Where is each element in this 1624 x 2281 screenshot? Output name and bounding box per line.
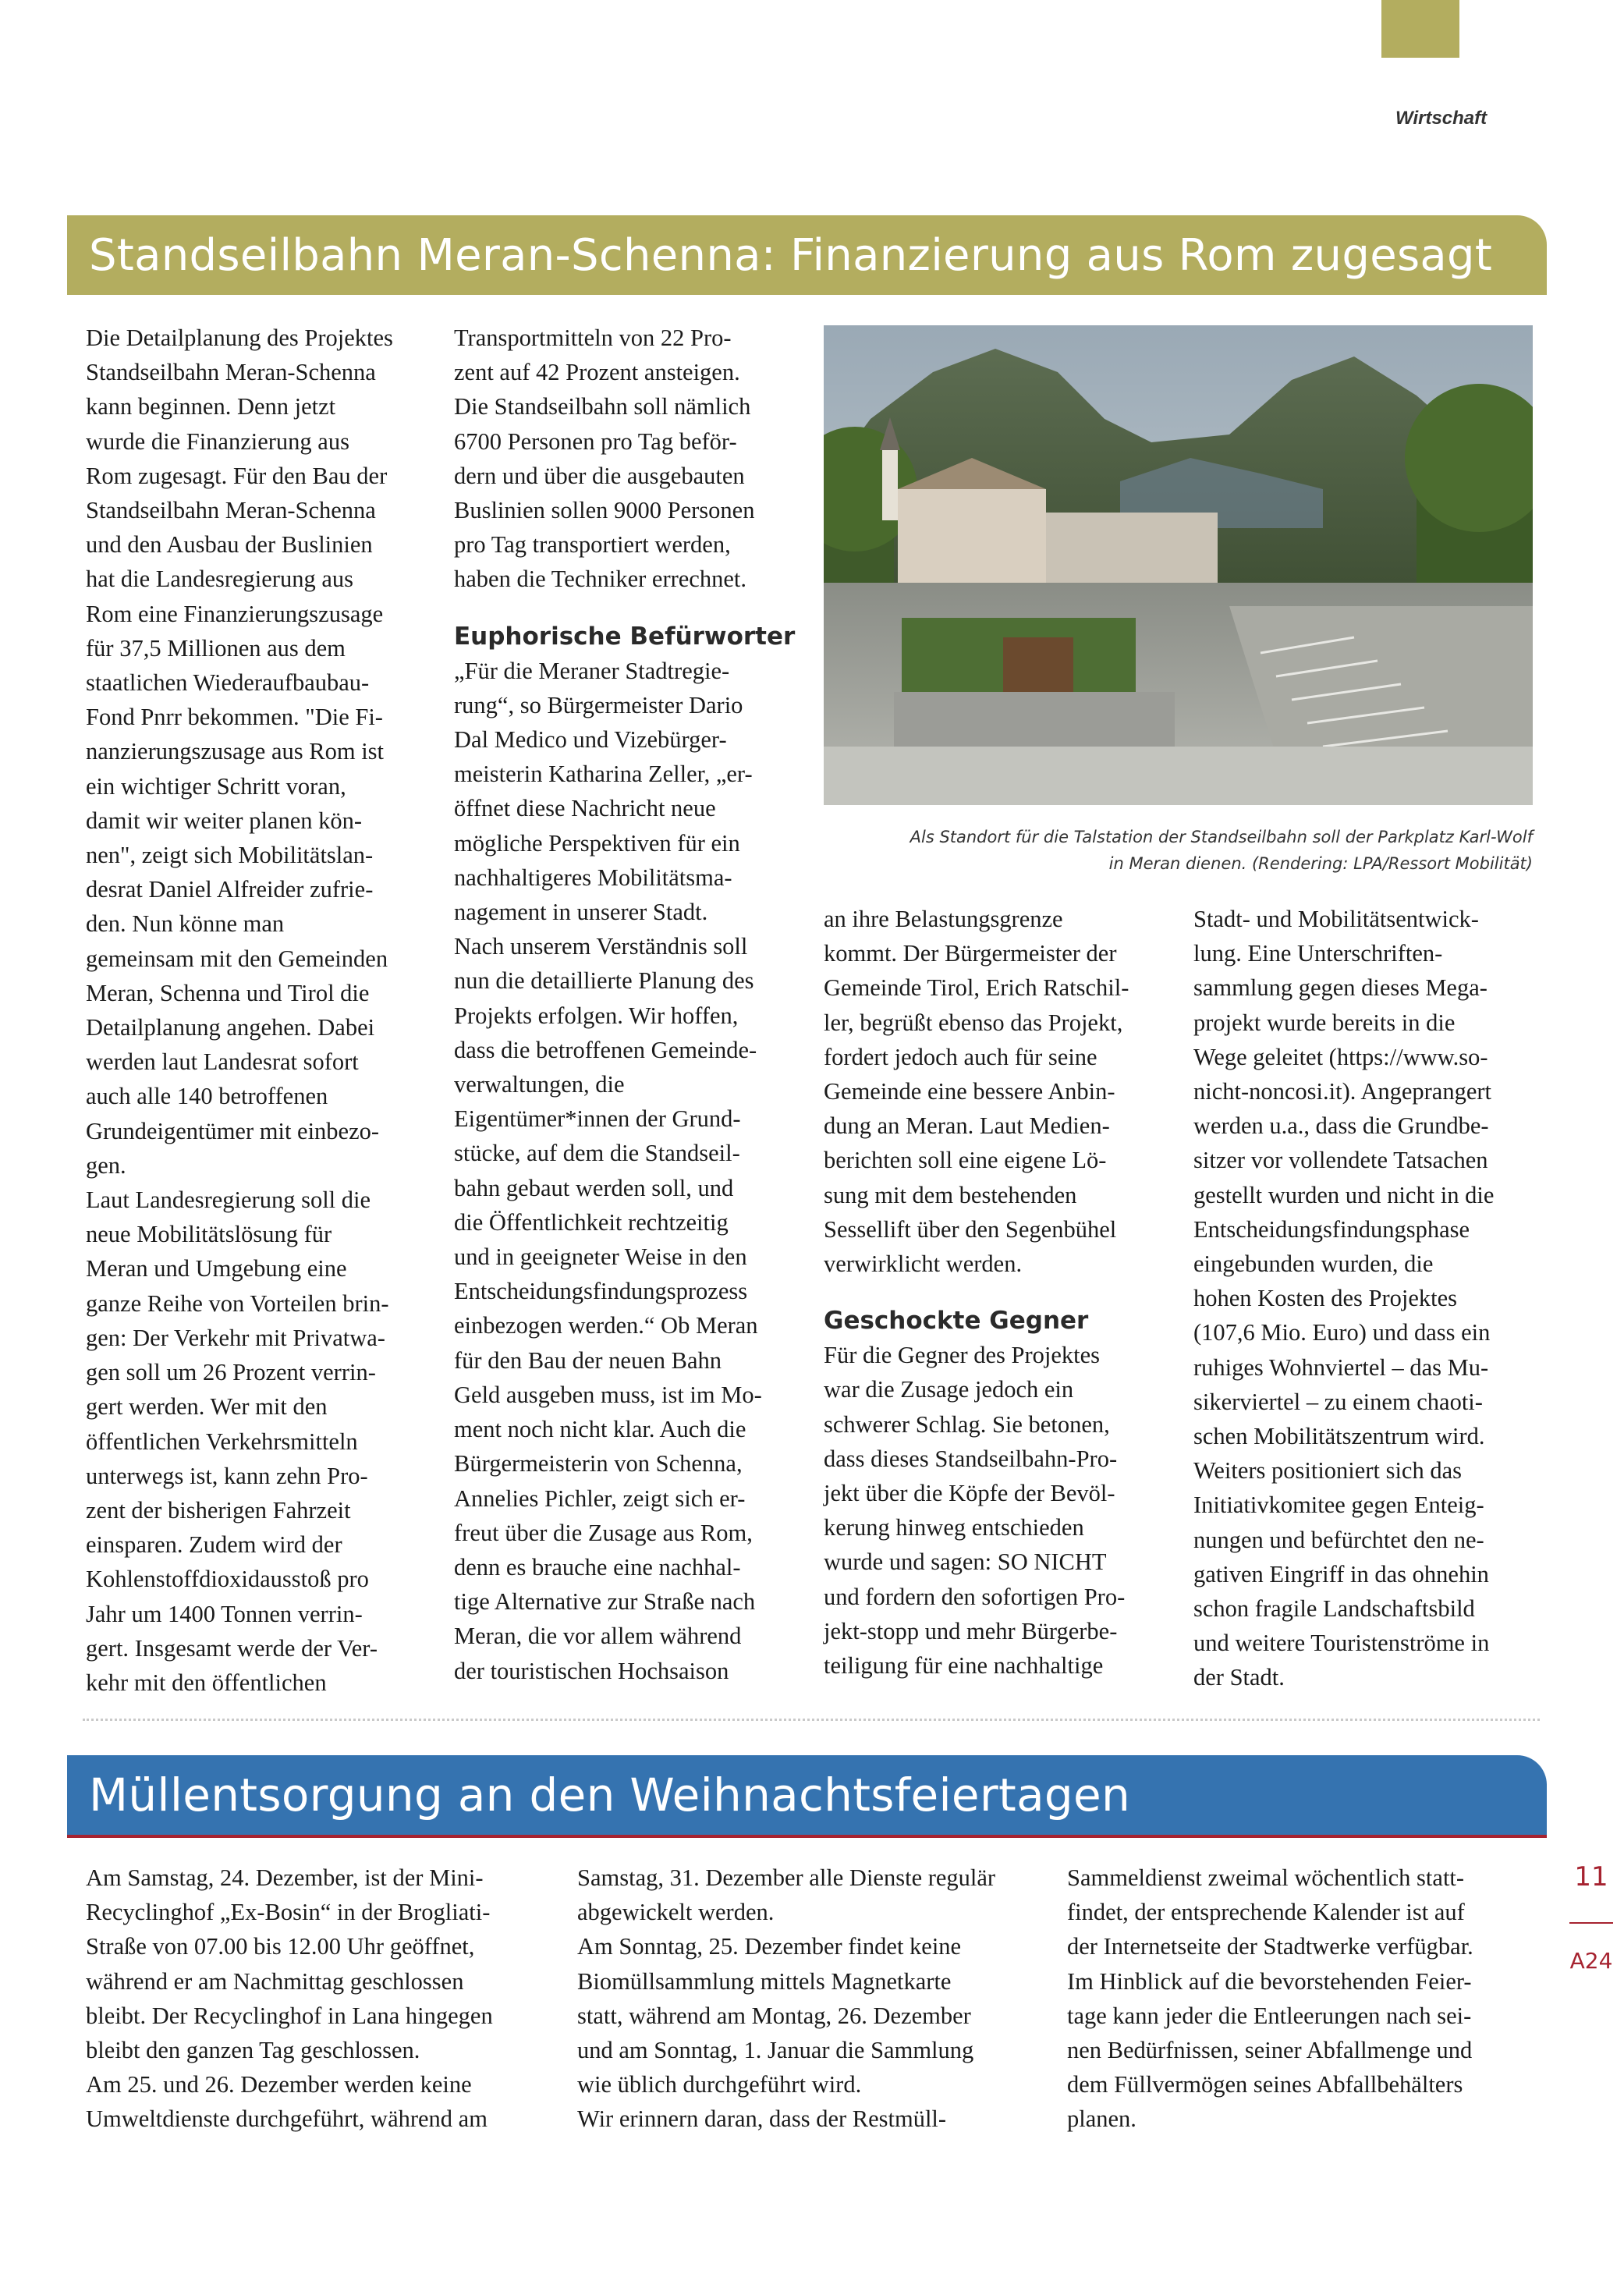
article-divider [83, 1719, 1540, 1721]
article1-col2-text-a: Transportmitteln von 22 Pro- zent auf 42 Prozent ansteigen. Die Standseilbahn soll nämlich 6700 Personen pro Tag beför- dern und über die ausgebauten Buslinien sollen 9000 Personen pro Tag transportiert werden, haben die Techniker errechnet. [454, 325, 755, 593]
article2-column-3 [1067, 1861, 1543, 2137]
article1-headline: Standseilbahn Meran-Schenna: Finanzierung aus Rom zugesagt [89, 229, 1493, 281]
section-tab [1381, 0, 1459, 58]
section-label: Wirtschaft [1395, 108, 1487, 129]
article1-col2-text-b: „Für die Meraner Stadtregie- rung“, so Bürgermeister Dario Dal Medico und Vizebürger- meisterin Katharina Zeller, „er- öffnet diese Nachricht neue mögliche Perspektiven für ein nachhaltigeres Mobilitätsma- nagement in unserer Stadt. Nach unserem Verständnis soll nun die detaillierte Planung des Projekts erfolgen. Wir hoffen, dass die betroffenen Gemeinde- verwaltungen, die Eigentümer*innen der Grund- stücke, auf dem die Standseil- bahn gebaut werden soll, und die Öffentlichkeit rechtzeitig und in geeigneter Weise in den Entscheidungsfindungsprozess einbezogen werden.“ Ob Meran für den Bau der neuen Bahn Geld ausgeben muss, ist im Mo- ment noch nicht klar. Auch die Bürgermeisterin von Schenna, Annelies Pichler, zeigt sich er- freut über die Zusage aus Rom, denn es brauche eine nachhal- tige Alternative zur Straße nach Meran, die vor allem während der touristischen Hochsaison [454, 657, 762, 1684]
article2-headline-bar [67, 1755, 1547, 1835]
article1-col3-text-a: an ihre Belastungsgrenze kommt. Der Bürgermeister der Gemeinde Tirol, Erich Ratschil- ler, begrüßt ebenso das Projekt, fordert jedoch auch für seine Gemeinde eine bessere Anbin- dung an Meran. Laut Medien- berichten soll eine eigene Lö- sung mit dem bestehenden Sessellift über den Segenbühel verwirklicht werden. [824, 906, 1129, 1278]
article1-column-4 [1193, 902, 1544, 1695]
photo-caption-text: Als Standort für die Talstation der Standseilbahn soll der Parkplatz Karl-Wolf in Meran dienen. (Rendering: LPA/Ressort Mobilität) [910, 828, 1533, 873]
article1-column-3 [824, 902, 1175, 1683]
article2-col2-text: Samstag, 31. Dezember alle Dienste regulär abgewickelt werden. Am Sonntag, 25. Dezember findet keine Biomüllsammlung mittels Magnetkarte statt, während am Montag, 26. Dezember und am Sonntag, 1. Januar die Sammlung wie üblich durchgeführt wird. Wir erinnern daran, dass der Restmüll- [577, 1864, 996, 2133]
photo-caption [824, 824, 1533, 877]
page-number: 11 [1574, 1861, 1608, 1893]
article2-headline: Müllentsorgung an den Weihnachtsfeiertagen [89, 1768, 1131, 1822]
article1-column-2 [454, 321, 813, 1688]
article1-col3-text-b: Für die Gegner des Projektes war die Zusage jedoch ein schwerer Schlag. Sie betonen, dass dieses Standseilbahn-Pro- jekt über die Köpfe der Bevöl- kerung hinweg entschieden wurde und sagen: SO NICHT und fordern den sofortigen Pro- jekt-stopp und mehr Bürgerbe- teiligung für eine nachhaltige [824, 1342, 1126, 1680]
article2-column-2 [577, 1861, 1053, 2137]
article2-column-1 [86, 1861, 562, 2137]
page-number-rule [1569, 1922, 1613, 1924]
article2-col1-text: Am Samstag, 24. Dezember, ist der Mini- Recyclinghof „Ex-Bosin“ in der Brogliati- Straße von 07.00 bis 12.00 Uhr geöffnet, während er am Nachmittag geschlossen bleibt. Der Recyclinghof in Lana hingegen bleibt den ganzen Tag geschlossen. Am 25. und 26. Dezember werden keine Umweltdienste durchgeführt, während am [86, 1864, 493, 2133]
article1-col4-text: Stadt- und Mobilitätsentwick- lung. Eine Unterschriften- sammlung gegen dieses Mega- projekt wurde bereits in die Wege geleitet (https://www.so- nicht-noncosi.it). Angeprangert werden u.a., dass die Grundbe- sitzer vor vollendete Tatsachen gestellt wurden und nicht in die Entscheidungsfindungsphase eingebunden wurden, die hohen Kosten des Projektes (107,6 Mio. Euro) und dass ein ruhiges Wohnviertel – das Mu- sikerviertel – zu einem chaoti- schen Mobilitätszentrum wird. Weiters positioniert sich das Initiativkomitee gegen Enteig- nungen und befürchtet den ne- gativen Eingriff in das ohnehin schon fragile Landschaftsbild und weitere Touristenströme in der Stadt. [1193, 906, 1495, 1691]
issue-number: A24 [1569, 1948, 1613, 1974]
article1-col1-text: Die Detailplanung des Projektes Standseilbahn Meran-Schenna kann beginnen. Denn jetzt wurde die Finanzierung aus Rom zugesagt. Für den Bau der Standseilbahn Meran-Schenna und den Ausbau der Buslinien hat die Landesregierung aus Rom eine Finanzierungszusage für 37,5 Millionen aus dem staatlichen Wiederaufbaubau- Fond Pnrr bekommen. "Die Fi- nanzierungszusage aus Rom ist ein wichtiger Schritt voran, damit wir weiter planen kön- nen", zeigt sich Mobilitätslan- desrat Daniel Alfreider zufrie- den. Nun könne man gemeinsam mit den Gemeinden Meran, Schenna und Tirol die Detailplanung angehen. Dabei werden laut Landesrat sofort auch alle 140 betroffenen Grundeigentümer mit einbezo- gen. Laut Landesregierung soll die neue Mobilitätslösung für Meran und Umgebung eine ganze Reihe von Vorteilen brin- gen: Der Verkehr mit Privatwa- gen soll um 26 Prozent verrin- gert werden. Wer mit den öffentlichen Verkehrsmitteln unterwegs ist, kann zehn Pro- zent der bisherigen Fahrzeit einsparen. Zudem wird der Kohlenstoffdioxidausstoß pro Jahr um 1400 Tonnen verrin- gert. Insgesamt werde der Ver- kehr mit den öffentlichen [86, 325, 393, 1696]
article1-headline-bar [67, 215, 1547, 295]
subhead-geschockte-gegner: Geschockte Gegner [824, 1307, 1089, 1336]
subhead-euphorische-befuerworter: Euphorische Befürworter [454, 622, 796, 651]
article2-col3-text: Sammeldienst zweimal wöchentlich statt- findet, der entsprechende Kalender ist auf der Internetseite der Stadtwerke verfügbar. Im Hinblick auf die bevorstehenden Feier- tage kann jeder die Entleerungen nach sei- nen Bedürfnissen, seiner Abfallmenge und dem Füllvermögen seines Abfallbehälters planen. [1067, 1864, 1473, 2133]
article1-column-1 [86, 321, 437, 1700]
article2-headline-underline [67, 1835, 1547, 1838]
article-photo [824, 325, 1533, 805]
